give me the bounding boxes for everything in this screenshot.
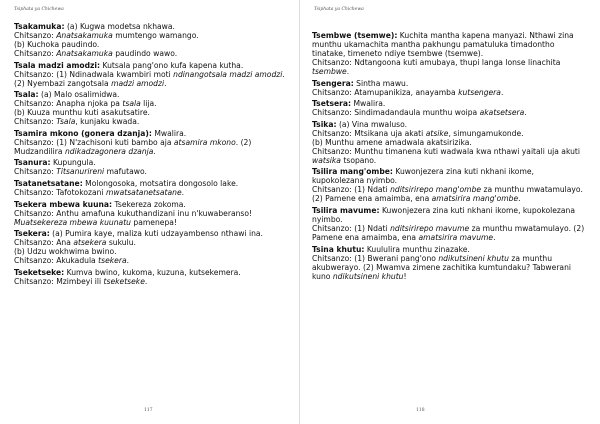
entry-line bbox=[312, 167, 586, 185]
entry-text: Kuululira munthu zinazake. bbox=[366, 244, 470, 254]
example-italic: Muatsekereza mbewa kuunatu bbox=[14, 217, 131, 227]
entry-term: Tsilira mavume: bbox=[312, 205, 380, 215]
entry-text: Chitsanzo: Atamupanikiza, anayamba bbox=[312, 87, 459, 97]
entry-text: Chitsanzo: (1) Ndinadwala kwambiri moti bbox=[14, 69, 174, 79]
entry-term: Tsala: bbox=[14, 90, 39, 100]
entry-text: Chitsanzo: bbox=[14, 49, 57, 58]
entry-line bbox=[14, 138, 288, 156]
entry-term: Tsekera mbewa kuuna: bbox=[14, 199, 113, 209]
right-page-body bbox=[312, 31, 586, 283]
entry-text: . bbox=[524, 108, 527, 118]
example-italic: madzi amodzi bbox=[111, 78, 165, 88]
entry-text: (a) Pumira kaye, maliza kuti udzayambenso nthawi ina. bbox=[52, 229, 263, 239]
dictionary-entry bbox=[312, 79, 586, 97]
entry-line bbox=[312, 88, 586, 97]
example-italic: ndikutsineni khutu bbox=[332, 271, 404, 281]
entry-text: Kuwonjezera zina kuti nkhani ikome, kupokolezana nyimbo. bbox=[312, 167, 534, 186]
entry-term: Tsilira mang'ombe: bbox=[312, 167, 393, 177]
entry-line bbox=[14, 200, 288, 209]
example-italic: Tsala bbox=[56, 117, 76, 127]
entry-text: . bbox=[126, 256, 130, 266]
entry-text: . bbox=[346, 67, 350, 76]
entry-text: Mwalira. bbox=[353, 99, 386, 109]
entry-text: Mwalira. bbox=[154, 128, 187, 138]
entry-text: Chitsanzo: Munthu timanena kuti wadwala kwa nthawi yaitali uja akuti bbox=[312, 146, 581, 156]
example-italic: akatsetsera bbox=[479, 108, 525, 118]
entry-line bbox=[14, 40, 288, 49]
example-italic: ndinangotsala madzi amodzi bbox=[173, 69, 283, 79]
entry-text: Chitsanzo: Mzimbeyi ili bbox=[14, 276, 104, 286]
dictionary-entry bbox=[312, 206, 586, 242]
example-italic: watsika bbox=[312, 155, 341, 165]
entry-text: za munthu mwatamulayo. (2) Pamene ena amaimba, ena bbox=[312, 223, 585, 242]
dictionary-entry bbox=[14, 61, 288, 88]
page-number-left: 117 bbox=[144, 408, 153, 413]
entry-term: Tsanura: bbox=[14, 158, 51, 168]
entry-text: Sintha mawu. bbox=[356, 78, 409, 88]
dictionary-entry bbox=[312, 31, 586, 76]
example-italic: amatsirira mang'ombe bbox=[431, 194, 519, 204]
example-italic: atsekera bbox=[73, 238, 107, 248]
entry-line bbox=[312, 120, 586, 129]
example-italic: kutsengera bbox=[458, 87, 501, 97]
dictionary-entry bbox=[14, 229, 288, 265]
dictionary-entry bbox=[14, 90, 288, 126]
entry-text: . bbox=[144, 276, 148, 286]
entry-text: Kuchita mantha kapena manyazi. Nthawi zina munthu ukamachita mantha pakhungu pamatuluka timadontho tinatake, timeneto ndiye tsembwe (tsemwe). bbox=[312, 31, 574, 58]
entry-line bbox=[312, 224, 586, 242]
entry-text: mumtengo wamango. bbox=[112, 31, 199, 40]
example-italic: nditsirirepo mavume bbox=[390, 223, 470, 233]
entry-line bbox=[14, 247, 288, 256]
example-italic: ndikadzagonera dzanja bbox=[64, 146, 154, 156]
entry-text: Chitsanzo: bbox=[14, 167, 57, 177]
entry-line bbox=[14, 49, 288, 58]
entry-text: (b) Udzu wokhwima bwino. bbox=[14, 247, 117, 257]
example-italic: tsekera bbox=[98, 256, 127, 266]
entry-line bbox=[14, 167, 288, 176]
entry-text: Kumva bwino, kukoma, kuzuna, kutsekemera. bbox=[66, 267, 241, 277]
entry-text: Chitsanzo: (1) N'zachisoni kuti bambo aja bbox=[14, 137, 174, 147]
entry-text: za munthu mwatamulayo. (2) Pamene ena amaimba, ena bbox=[312, 185, 583, 204]
example-italic: amatsirira mavume bbox=[418, 232, 494, 242]
entry-text: Tsekereza zokoma. bbox=[114, 199, 186, 209]
right-page bbox=[300, 0, 600, 424]
entry-term: Tsina khutu: bbox=[312, 244, 365, 254]
entry-term: Tsamira mkono (gonera dzanja): bbox=[14, 128, 152, 138]
entry-line bbox=[14, 229, 288, 238]
entry-line bbox=[312, 206, 586, 224]
entry-line bbox=[14, 22, 288, 31]
entry-line bbox=[14, 61, 288, 70]
entry-text: Chitsanzo: Ana bbox=[14, 238, 74, 248]
entry-line bbox=[312, 138, 586, 147]
example-italic: Anatsakamuka bbox=[56, 31, 113, 40]
dictionary-entry bbox=[312, 99, 586, 117]
dictionary-entry bbox=[14, 129, 288, 156]
entry-text: lija. bbox=[140, 99, 157, 109]
entry-text: . bbox=[153, 146, 156, 156]
running-header-right: Tsiphata ya Chichewa bbox=[314, 7, 364, 12]
entry-text: Chitsanzo: (1) Bwerani pang'ono bbox=[312, 253, 439, 263]
entry-line bbox=[312, 99, 586, 108]
entry-line bbox=[312, 58, 586, 76]
entry-term: Tsatanetsatane: bbox=[14, 178, 83, 188]
entry-text: . bbox=[164, 78, 167, 88]
entry-line bbox=[14, 209, 288, 227]
entry-text: Chitsanzo: Tafotokozani bbox=[14, 187, 106, 197]
entry-line bbox=[14, 256, 288, 265]
dictionary-entry bbox=[312, 245, 586, 281]
entry-text: (b) Kuuza munthu kuti asakutsatire. bbox=[14, 108, 150, 118]
entry-text: . bbox=[518, 194, 521, 204]
entry-line bbox=[312, 254, 586, 281]
entry-term: Tsengera: bbox=[312, 78, 354, 88]
entry-text: za munthu akubwerayo. (2) Mwamva zimene zachitika kumtundaku? Tabwerani kuno bbox=[312, 253, 572, 281]
entry-text: Kutsala pang'ono kufa kapena kutha. bbox=[102, 60, 244, 70]
entry-text: Kupungula. bbox=[52, 158, 96, 168]
entry-text: , kunjaku kwada. bbox=[75, 117, 140, 127]
entry-line bbox=[14, 268, 288, 277]
example-italic: tsembwe bbox=[312, 67, 347, 76]
entry-line bbox=[14, 108, 288, 117]
entry-text: . bbox=[500, 87, 504, 97]
entry-term: Tsekera: bbox=[14, 229, 50, 239]
entry-line bbox=[312, 185, 586, 203]
entry-line bbox=[312, 245, 586, 254]
entry-text: . bbox=[493, 232, 496, 242]
dictionary-entry bbox=[14, 22, 288, 58]
entry-text: Chitsanzo: Ndtangoona kuti amubaya, thupi langa lonse linachita bbox=[312, 58, 561, 67]
dictionary-entry bbox=[14, 158, 288, 176]
left-page-body bbox=[14, 22, 288, 288]
entry-text: Kuwonjezera zina kuti nkhani ikome, kupokolezana nyimbo. bbox=[312, 205, 575, 224]
entry-line bbox=[312, 79, 586, 88]
entry-line bbox=[14, 179, 288, 188]
entry-term: Tsika: bbox=[312, 119, 337, 129]
example-italic: nditsirirepo mang'ombe bbox=[390, 185, 482, 195]
entry-text: , simungamukonde. bbox=[448, 128, 524, 138]
entry-text: . (2) Mudzandilira bbox=[14, 137, 252, 156]
example-italic: atsike bbox=[425, 128, 449, 138]
entry-line bbox=[14, 188, 288, 197]
entry-text: Chitsanzo: bbox=[14, 117, 57, 127]
entry-text: . (2) Nyembazi zangotsala bbox=[14, 69, 285, 88]
entry-text: Chitsanzo: Anapha njoka pa bbox=[14, 99, 123, 109]
entry-text: Molongosoka, motsatira dongosolo lake. bbox=[85, 178, 239, 188]
dictionary-entry bbox=[14, 200, 288, 227]
entry-text: ! bbox=[403, 271, 407, 281]
entry-text: Chitsanzo: (1) Ndati bbox=[312, 223, 391, 233]
example-italic: ndikutsineni khutu bbox=[438, 253, 509, 263]
example-italic: atsamira mkono bbox=[173, 137, 236, 147]
entry-text: Chitsanzo: Sindimadandaula munthu woipa bbox=[312, 108, 480, 118]
entry-text: pamenepa! bbox=[131, 217, 177, 227]
dictionary-entry bbox=[312, 167, 586, 203]
entry-line bbox=[14, 129, 288, 138]
example-italic: Anatsakamuka bbox=[56, 49, 113, 58]
page-number-right: 118 bbox=[416, 408, 425, 413]
entry-text: sukulu. bbox=[106, 238, 136, 248]
entry-text: (b) Munthu amene amadwala akatsirizika. bbox=[312, 137, 472, 147]
entry-line bbox=[14, 238, 288, 247]
entry-line bbox=[312, 129, 586, 138]
example-italic: tseketseke bbox=[103, 276, 145, 286]
entry-term: Tseketseke: bbox=[14, 267, 65, 277]
entry-text: (b) Kuchoka paudindo. bbox=[14, 40, 100, 49]
entry-line bbox=[312, 108, 586, 117]
entry-text: Chitsanzo: Mtsikana uja akati bbox=[312, 128, 426, 138]
entry-text: (a) Kugwa modetsa nkhawa. bbox=[66, 22, 175, 31]
entry-term: Tsakamuka: bbox=[14, 22, 65, 31]
entry-text: tsopano. bbox=[340, 155, 377, 165]
entry-text: Chitsanzo: Akukadula bbox=[14, 256, 99, 266]
entry-line bbox=[14, 31, 288, 40]
entry-term: Tsala madzi amodzi: bbox=[14, 60, 101, 70]
dictionary-entry bbox=[312, 120, 586, 165]
entry-line bbox=[312, 31, 586, 58]
entry-line bbox=[312, 147, 586, 165]
entry-text: mafutawo. bbox=[104, 167, 147, 177]
entry-text: Chitsanzo: Anthu amafuna kukuthandizani inu n'kuwaberanso! bbox=[14, 208, 253, 218]
example-italic: mwatsatanetsatane bbox=[105, 187, 182, 197]
entry-line bbox=[14, 99, 288, 108]
entry-text: . bbox=[181, 187, 185, 197]
dictionary-entry bbox=[14, 268, 288, 286]
entry-line bbox=[14, 117, 288, 126]
entry-text: Chitsanzo: (1) Ndati bbox=[312, 185, 391, 195]
entry-line bbox=[14, 277, 288, 286]
entry-line bbox=[14, 158, 288, 167]
dictionary-entry bbox=[14, 179, 288, 197]
running-header-left: Tsiphata ya Chichewa bbox=[14, 7, 64, 12]
entry-text: (a) Vina mwaluso. bbox=[338, 119, 408, 129]
entry-text: Chitsanzo: bbox=[14, 31, 57, 40]
example-italic: Titsanurireni bbox=[56, 167, 105, 177]
example-italic: tsala bbox=[122, 99, 141, 109]
entry-text: paudindo wawo. bbox=[112, 49, 178, 58]
entry-line bbox=[14, 70, 288, 88]
entry-term: Tsetsera: bbox=[312, 99, 352, 109]
entry-line bbox=[14, 90, 288, 99]
entry-text: (a) Malo osalimidwa. bbox=[41, 90, 120, 100]
entry-term: Tsembwe (tsemwe): bbox=[312, 31, 398, 40]
